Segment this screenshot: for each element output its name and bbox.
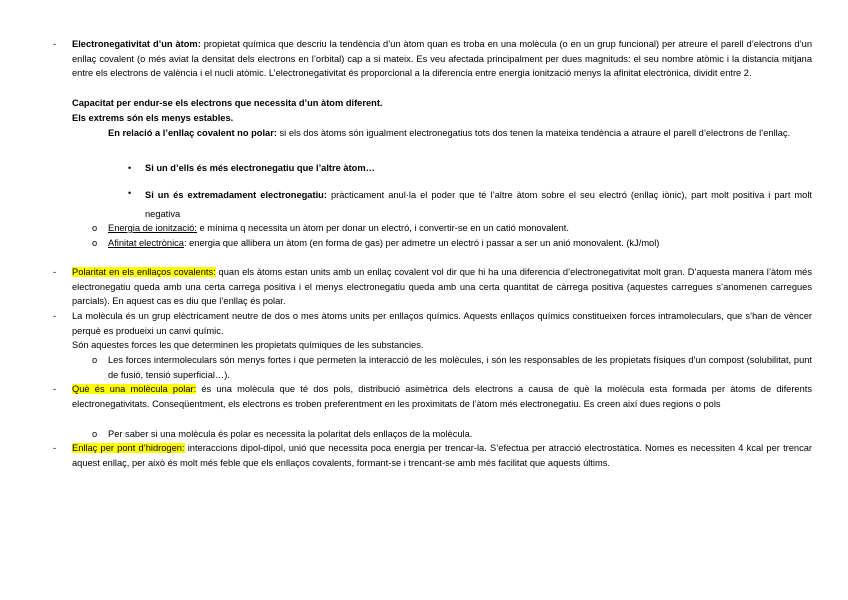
- circle-bullet: o: [92, 355, 98, 365]
- list-dash: -: [53, 311, 57, 321]
- bullet-more-electronegative-text: Si un d’ells és més electronegatiu que l’altre àtom…: [145, 163, 375, 173]
- hydrogen-bond-title: Enllaç per pont d’hidrogen:: [72, 443, 185, 453]
- bullet-dot: •: [128, 163, 132, 173]
- nonpolar-relation-paragraph: [108, 126, 812, 141]
- electron-affinity-item: [108, 236, 812, 251]
- bullet-more-electronegative: [145, 161, 812, 176]
- forces-text: Són aquestes forces les que determinen les propietats químiques de les substancies.: [72, 340, 424, 350]
- extremes-line: [72, 111, 812, 126]
- polar-check-item: [108, 427, 812, 442]
- covalent-polarity-paragraph: [72, 265, 812, 309]
- bullet-dot: •: [128, 188, 132, 198]
- polar-molecule-paragraph: [72, 382, 812, 411]
- bullet-extremely-text: pràcticament anul·la el poder que té l’altre àtom sobre el seu electró (enllaç iònic), part molt positiva i part molt negativa: [145, 190, 812, 219]
- list-dash: -: [53, 384, 57, 394]
- electron-affinity-term: Afinitat electrònica: [108, 238, 184, 248]
- ionization-energy-text: e mínima q necessita un àtom per donar un electró, i convertir-se en un catió monovalent.: [196, 223, 569, 233]
- molecule-text: La molècula és un grup elèctricament neutre de dos o mes àtoms units per enllaços químics. Aquests enllaços químics constitueixen forces intramoleculars, que s’han de vèncer perquè es produeixi un canvi químic.: [72, 311, 812, 336]
- molecule-paragraph: [72, 309, 812, 338]
- polar-check-text: Per saber si una molècula és polar es necessita la polaritat dels enllaços de la molècula.: [108, 429, 473, 439]
- electron-affinity-text: : energia que allibera un àtom (en forma de gas) per admetre un electró i passar a ser un anió monovalent. (kJ/mol): [183, 238, 660, 248]
- electronegativity-title: Electronegativitat d’un àtom:: [72, 39, 201, 49]
- nonpolar-relation-title: En relació a l’enllaç covalent no polar:: [108, 128, 277, 138]
- hydrogen-bond-text: interaccions dipol-dipol, unió que necessita poca energia per trencar-la. S’efectua per atracció electrostàtica. Nomes es necessiten 4 kcal per trencar aquest enllaç, per això és molt més feble que els enllaços covalents, formant-se i trencant-se amb més facilitat que aquests últims.: [72, 443, 813, 468]
- capacity-text: Capacitat per endur-se els electrons que necessita d’un àtom diferent.: [72, 98, 383, 108]
- forces-line: [72, 338, 812, 353]
- extremes-text: Els extrems són els menys estables.: [72, 113, 234, 123]
- hydrogen-bond-paragraph: [72, 441, 812, 470]
- nonpolar-relation-text: si els dos àtoms són igualment electronegatius tots dos tenen la mateixa tendència a atraure el parell d’electrons de l’enllaç.: [276, 128, 791, 138]
- capacity-line: [72, 96, 812, 111]
- covalent-polarity-title: Polaritat en els enllaços covalents:: [72, 267, 216, 277]
- list-dash: -: [53, 267, 57, 277]
- intermolecular-forces-item: [108, 353, 812, 382]
- electronegativity-text: propietat química que descriu la tendència d’un àtom quan es troba en una molècula (o en un grup funcional) per atreure el parell d’electrons d’un enllaç covalent (o més aviat la densitat dels electrons en l’orbital) cap a si mateix. Es veu afectada principalment per dues magnituds: el seu nombre atòmic i la distancia mitjana entre els electrons de valència i el nucli atòmic. L’electronegativitat és proporcional a la diferencia entre energia ionització menys la afinitat electrònica, dividit entre 2.: [72, 39, 812, 79]
- covalent-polarity-text: quan els àtoms estan units amb un enllaç covalent vol dir que hi ha una diferencia d’electronegativitat molt gran. D’aquesta manera l’àtom més electronegatiu queda amb una certa carrega positiva i el menys electronegatiu queda amb una certa quantitat de càrrega positiva (aquestes carregues s’anomenen carregues parcials). En aquest cas es diu que l’enllaç és polar.: [72, 267, 812, 307]
- intermolecular-forces-text: Les forces intermoleculars són menys fortes i que permeten la interacció de les molècules, i són les responsables de les propietats físiques d’un compost (solubilitat, punt de fusió, tensió superficial…).: [108, 355, 812, 380]
- ionization-energy-term: Energia de ionització:: [108, 223, 197, 233]
- list-dash: -: [53, 39, 57, 49]
- ionization-energy-item: [108, 221, 812, 236]
- bullet-extremely-title: Si un és extremadament electronegatiu:: [145, 190, 327, 200]
- circle-bullet: o: [92, 238, 98, 248]
- circle-bullet: o: [92, 429, 98, 439]
- polar-molecule-title: Què és una molècula polar:: [72, 384, 197, 394]
- bullet-extremely-electronegative: [145, 186, 812, 224]
- list-dash: -: [53, 443, 57, 453]
- electronegativity-paragraph: [72, 37, 812, 81]
- circle-bullet: o: [92, 223, 98, 233]
- polar-molecule-text: és una molècula que té dos pols, distribució asimètrica dels electrons a causa de què la molècula esta formada per àtoms de diferents electronegativitats. Conseqüentment, els electrons es troben preferentment en les proximitats de l’àtom més electronegatiu. Es creen així dues regions o pols: [72, 384, 812, 409]
